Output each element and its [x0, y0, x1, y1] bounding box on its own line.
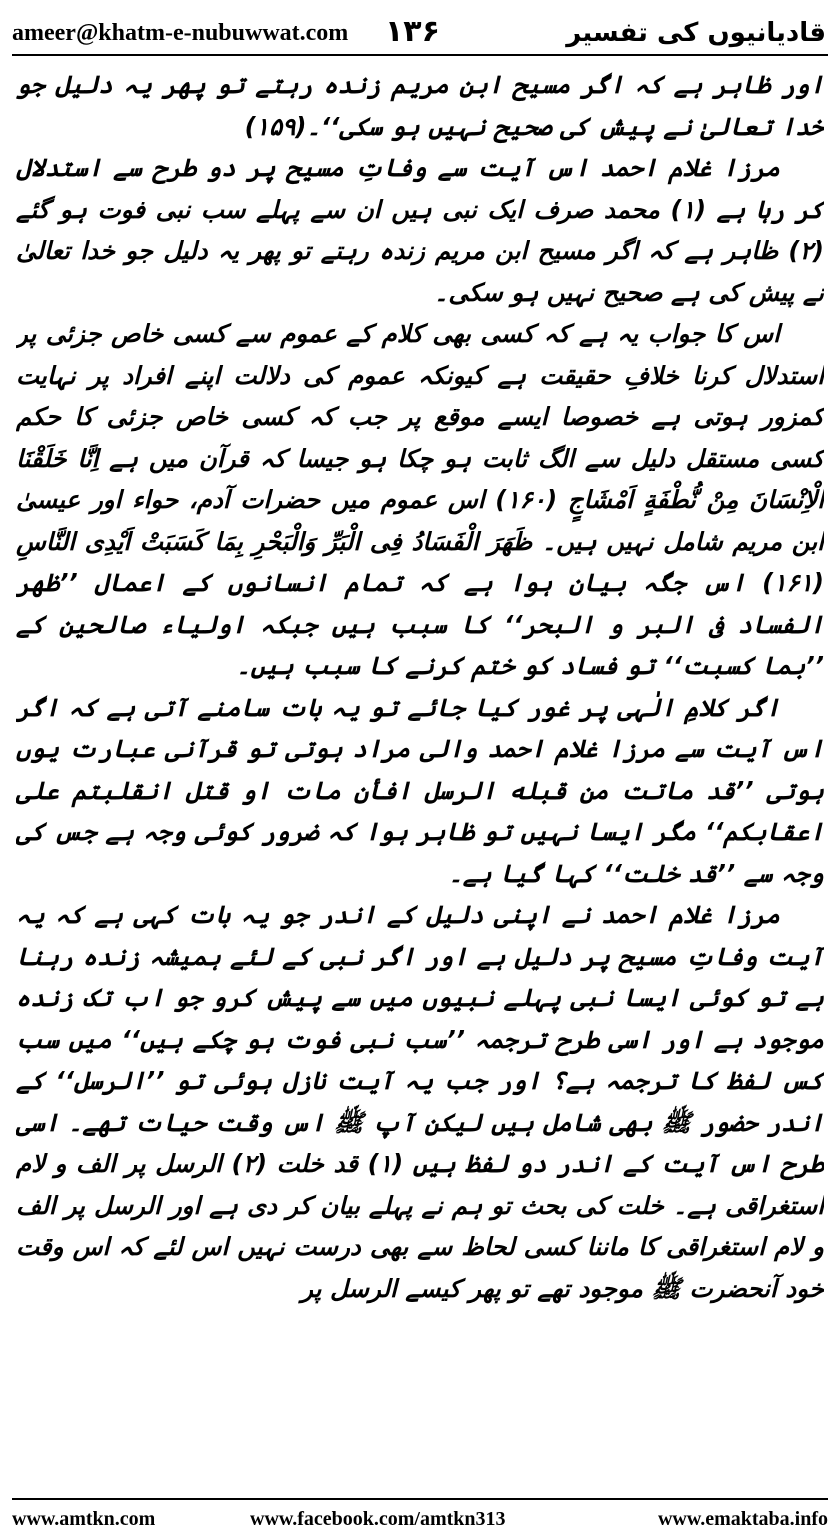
header-email: ameer@khatm-e-nubuwwat.com	[12, 20, 349, 46]
page-body	[16, 64, 824, 1494]
page-number: ۱۳۶	[385, 14, 440, 49]
header-divider	[12, 54, 828, 56]
footer-link-facebook[interactable]: www.facebook.com/amtkn313	[250, 1508, 506, 1530]
paragraph-3: اس کا جواب یہ ہے کہ کسی بھی کلام کے عموم سے کسی خاص جزئی پر استدلال کرنا خلافِ حقیقت ہے کیونکہ عموم کی دلالت اپنے افراد پر نہایت کمزور ہوتی ہے خصوصا ایسے موقع پر جب کہ کسی خاص جزئی کا حکم کسی مستقل دلیل سے الگ ثابت ہو چکا ہو جیسا کہ قرآن میں ہے اِنَّا خَلَقْنَا الْاِنْسَانَ مِنْ نُّطْفَةٍ اَمْشَاجٍ (۱۶۰) اس عموم میں حضرات آدم، حواء اور عیسیٰ ابن مریم شامل نہیں ہیں۔ ظَهَرَ الْفَسَادُ فِی الْبَرِّ وَالْبَحْرِ بِمَا كَسَبَتْ اَیْدِی النَّاسِ (۱۶۱) اس جگہ بیان ہوا ہے کہ تمام انسانوں کے اعمال ’’ظهر الفساد فی البر و البحر‘‘ کا سبب ہیں جبکہ اولیاء صالحین کے ’’بما کسبت‘‘ تو فساد کو ختم کرنے کا سبب ہیں۔	[16, 319, 824, 680]
page-header	[0, 0, 840, 52]
paragraph-2: مرزا غلام احمد اس آیت سے وفاتِ مسیح پر دو طرح سے استدلال کر رہا ہے (۱) محمد صرف ایک نبی ہیں ان سے پہلے سب نبی فوت ہو گئے (۲) ظاہر ہے کہ اگر مسیح ابن مریم زندہ رہتے تو پھر یہ دلیل جو خدا تعالیٰ نے پیش کی ہے صحیح نہیں ہو سکی۔	[16, 153, 824, 307]
footer-link-emaktaba[interactable]: www.emaktaba.info	[657, 1508, 828, 1530]
paragraph-4: اگر کلامِ الٰہی پر غور کیا جائے تو یہ بات سامنے آتی ہے کہ اگر اس آیت سے مرزا غلام احمد والی مراد ہوتی تو قرآنی عبارت یوں ہوتی ’’قد ماتت من قبله الرسل افأن مات او قتل انقلبتم علی اعقابکم‘‘ مگر ایسا نہیں تو ظاہر ہوا کہ ضرور کوئی وجہ ہے جس کی وجہ سے ’’قد خلت‘‘ کہا گیا ہے۔	[16, 692, 824, 888]
book-title: قادیانیوں کی تفسیر	[566, 18, 826, 48]
page-footer	[12, 1508, 828, 1536]
footer-divider	[12, 1498, 828, 1500]
paragraph-1: اور ظاہر ہے کہ اگر مسیح ابن مریم زندہ رہتے تو پھر یہ دلیل جو خدا تعالیٰ نے پیش کی صحیح نہیں ہو سکی‘‘۔(۱۵۹)	[16, 70, 824, 141]
footer-link-amtkn[interactable]: www.amtkn.com	[12, 1508, 156, 1530]
paragraph-5: مرزا غلام احمد نے اپنی دلیل کے اندر جو یہ بات کہی ہے کہ یہ آیت وفاتِ مسیح پر دلیل ہے اور اگر نبی کے لئے ہمیشہ زندہ رہنا ہے تو کوئی ایسا نبی پہلے نبیوں میں سے پیش کرو جو اب تک زندہ موجود ہے اور اسی طرح ترجمہ ’’سب نبی فوت ہو چکے ہیں‘‘ میں سب کس لفظ کا ترجمہ ہے؟ اور جب یہ آیت نازل ہوئی تو ’’الرسل‘‘ کے اندر حضور ﷺ بھی شامل ہیں لیکن آپ ﷺ اس وقت حیات تھے۔ اسی طرح اس آیت کے اندر دو لفظ ہیں (۱) قد خلت (۲) الرسل پر الف و لام استغراقی ہے۔ خلت کی بحث تو ہم نے پہلے بیان کر دی ہے اور الرسل پر الف و لام استغراقی کا ماننا کسی لحاظ سے بھی درست نہیں اس لئے کہ اس وقت خود آنحضرت ﷺ موجود تھے تو پھر کیسے الرسل پر	[16, 900, 824, 1303]
